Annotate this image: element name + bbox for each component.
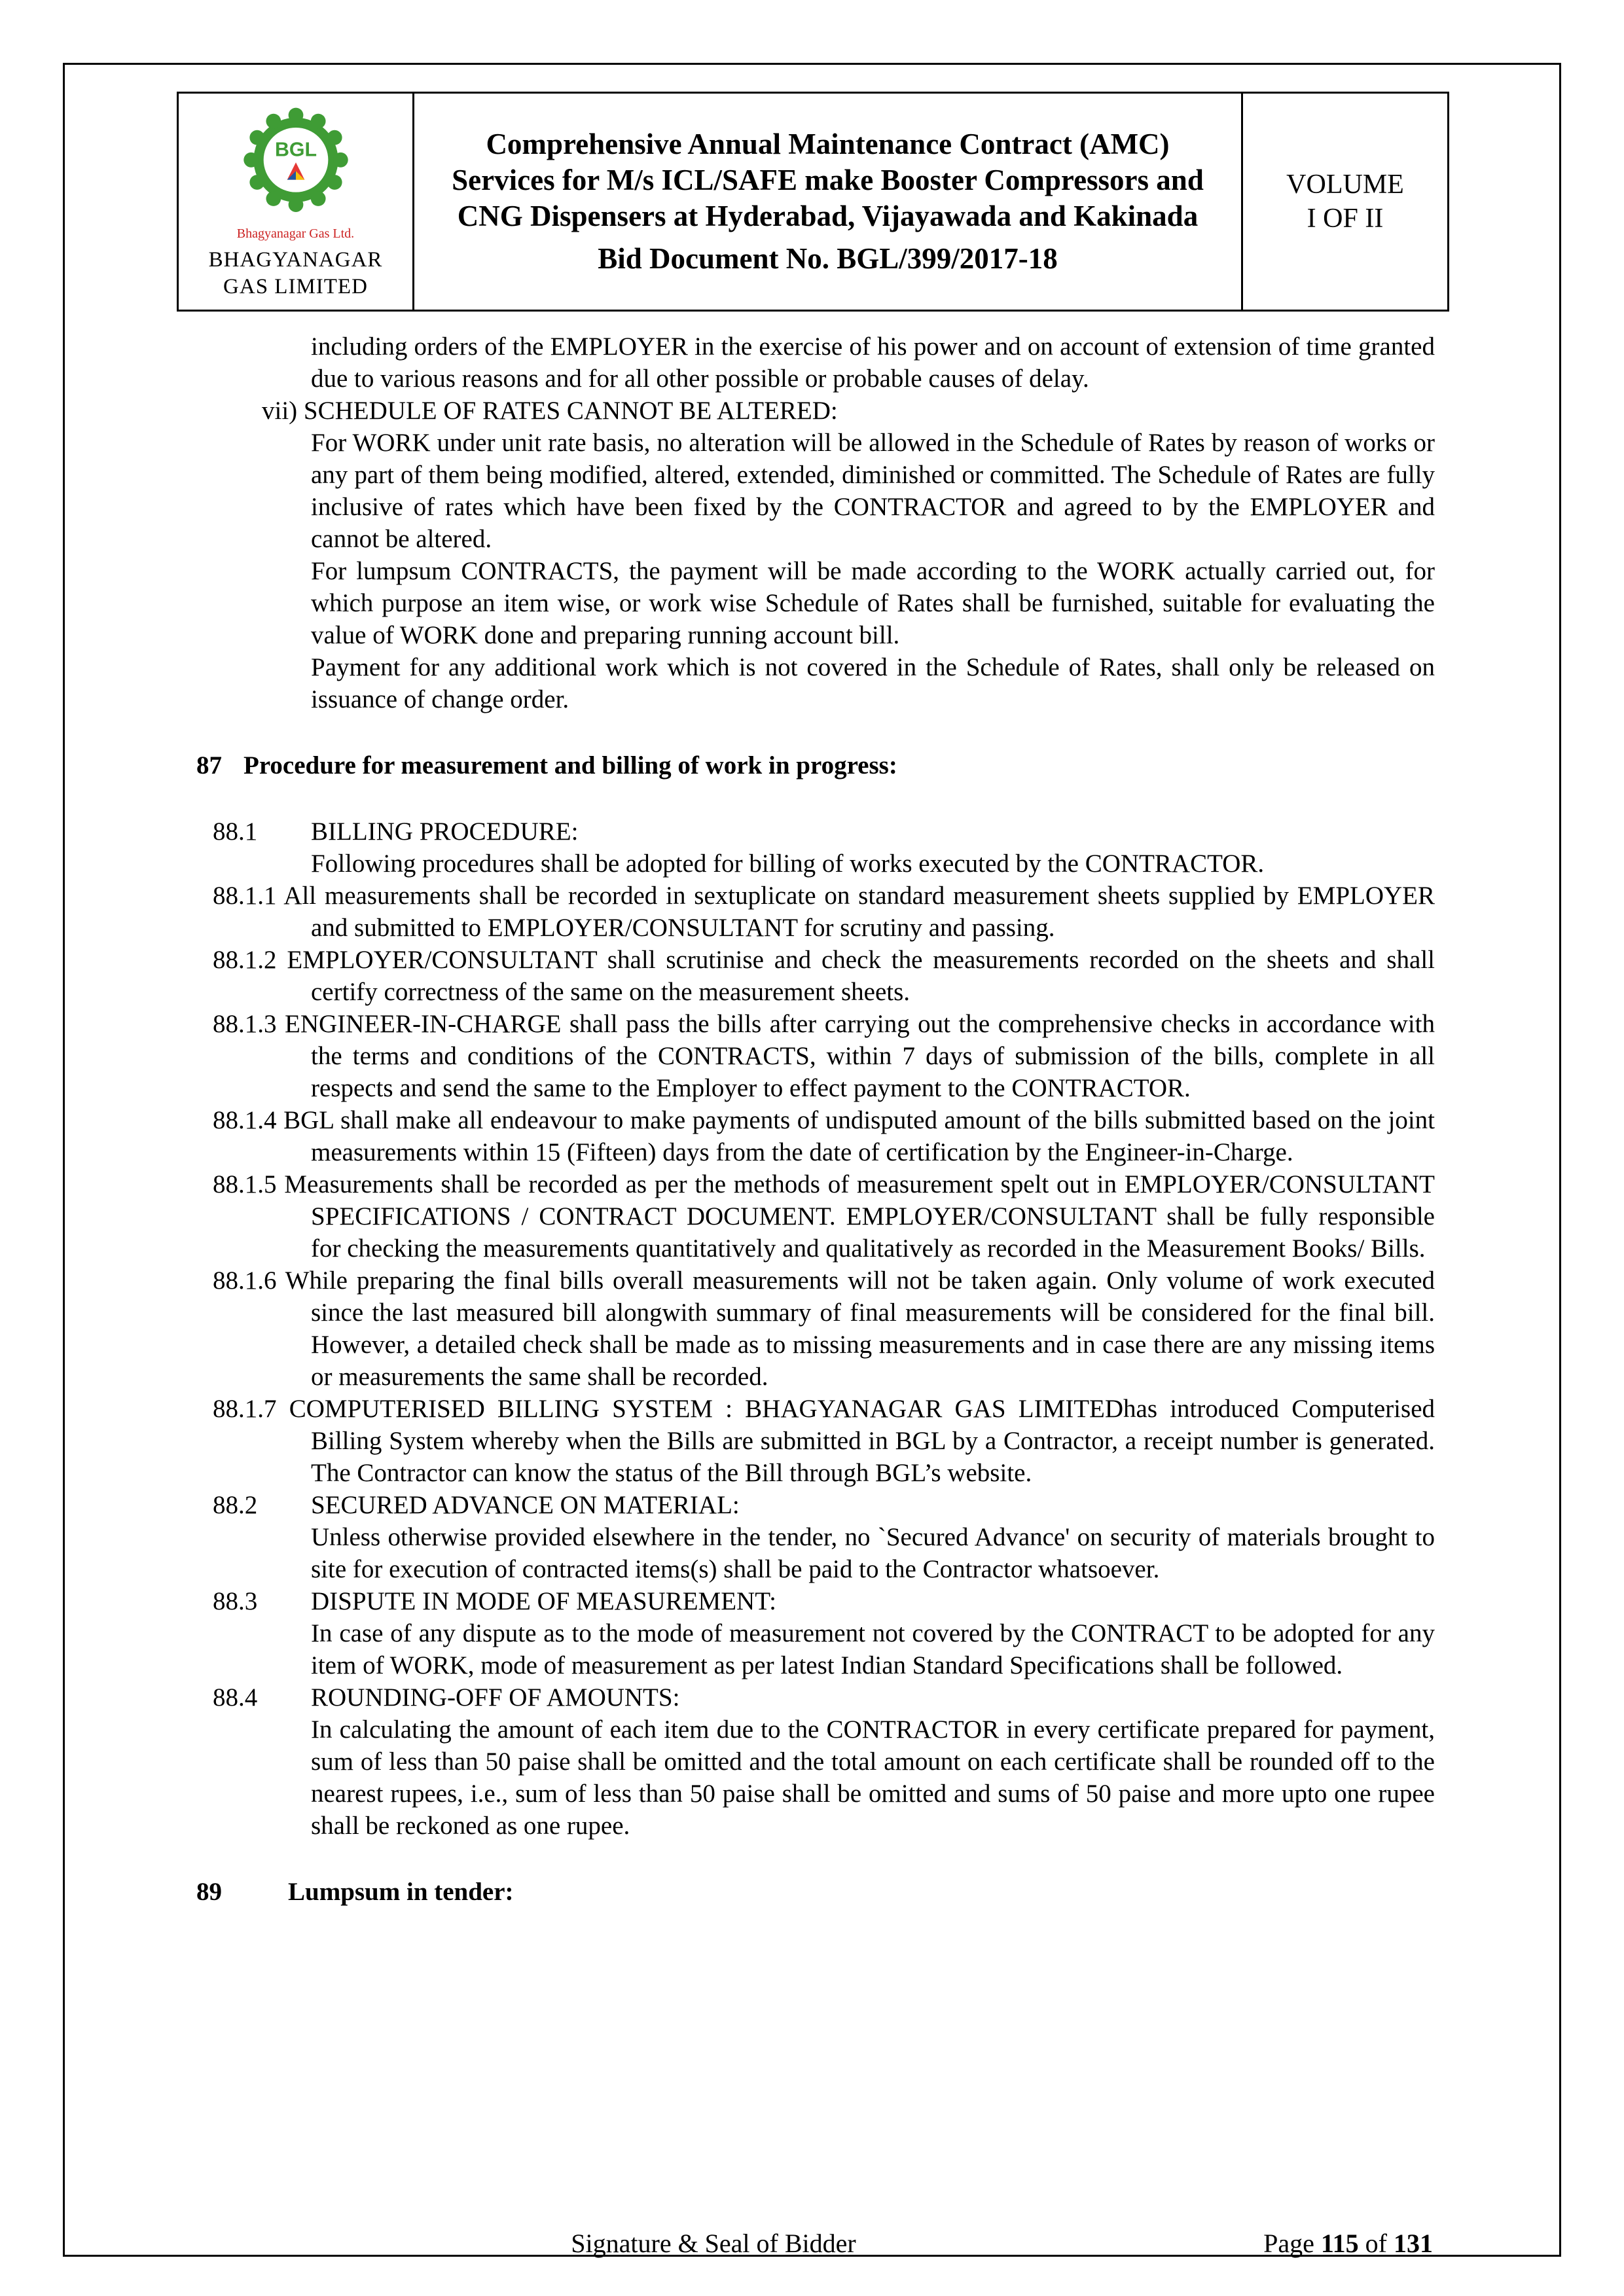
clause-vii-text: SCHEDULE OF RATES CANNOT BE ALTERED: (303, 397, 838, 425)
org-name (209, 247, 383, 300)
footer-page-number (1263, 2228, 1433, 2259)
clause-number: 88.1.3 (213, 1010, 277, 1038)
clause-text: EMPLOYER/CONSULTANT shall scrutinise and check the measurements recorded on the sheets and shall certify correctness of the same on the measurement sheets. (287, 946, 1435, 1006)
clause-88-2-number: 88.2 (213, 1491, 258, 1519)
clause-88-1-7 (196, 1393, 1435, 1489)
page-total: 131 (1394, 2229, 1433, 2258)
clause-88-3-head: DISPUTE IN MODE OF MEASUREMENT: (311, 1587, 776, 1615)
clause-number: 88.1.1 (213, 882, 277, 910)
clause-number: 88.1.2 (213, 946, 277, 974)
clause-88-3-text: In case of any dispute as to the mode of measurement not covered by the CONTRACT to be adopted for any item of WORK, mode of measurement as per latest Indian Standard Specifications shall be followed. (311, 1619, 1435, 1679)
clause-88-1-6 (196, 1265, 1435, 1393)
clause-88-1-5 (196, 1168, 1435, 1265)
clause-text: Measurements shall be recorded as per the methods of measurement spelt out in EMPLOYER/CONSULTANT SPECIFICATIONS / CONTRACT DOCUMENT. EMPLOYER/CONSULTANT shall be fully responsible for checking the measurements quantitatively and qualitatively as recorded in the Measurement Books/ Bills. (284, 1170, 1435, 1263)
clause-text: While preparing the final bills overall measurements will not be taken again. Only volume of work executed since the last measured bill alongwith summary of final measurements will be considered for the final bill. However, a detailed check shall be made as to missing measurements and in case there are any missing items or measurements the same shall be recorded. (285, 1266, 1435, 1391)
paragraph-unit-rate: For WORK under unit rate basis, no alteration will be allowed in the Schedule of Rates by reason of works or any part of them being modified, altered, extended, diminished or committed. The Schedule of Rates are fully inclusive of rates which have been fixed by the CONTRACTOR and agreed to by the EMPLOYER and cannot be altered. (311, 429, 1435, 553)
org-name-line2: GAS LIMITED (223, 275, 368, 298)
paragraph-lumpsum: For lumpsum CONTRACTS, the payment will be made according to the WORK actually carried out, for which purpose an item wise, or work wise Schedule of Rates shall be furnished, suitable for evaluating the value of WORK done and preparing running account bill. (311, 557, 1435, 649)
clause-number: 88.1.5 (213, 1170, 277, 1198)
clause-88-3-number: 88.3 (213, 1587, 258, 1615)
clause-88-4-number: 88.4 (213, 1683, 258, 1712)
clause-text: BGL shall make all endeavour to make payments of undisputed amount of the bills submitted based on the joint measurements within 15 (Fifteen) days from the date of certification by the Engineer-in-Charge. (283, 1106, 1435, 1166)
section-89-number: 89 (196, 1878, 222, 1906)
clause-88-4-heading (196, 1681, 1435, 1713)
document-number: Bid Document No. BGL/399/2017-18 (598, 242, 1058, 275)
clause-text: ENGINEER-IN-CHARGE shall pass the bills after carrying out the comprehensive checks in accordance with the terms and conditions of the CONTRACTS, within 7 days of submission of the bills, complete in all respects and send the same to the Employer to effect payment to the CONTRACTOR. (285, 1010, 1435, 1102)
clause-text: COMPUTERISED BILLING SYSTEM : BHAGYANAGAR GAS LIMITEDhas introduced Computerised Billing System whereby when the Bills are submitted in BGL by a Contractor, a receipt number is generated. The Contractor can know the status of the Bill through BGL’s website. (289, 1395, 1435, 1487)
clause-number: 88.1.7 (213, 1395, 277, 1423)
page-label: Page (1263, 2229, 1314, 2258)
org-name-line1: BHAGYANAGAR (208, 248, 383, 272)
logo-caption: Bhagyanagar Gas Ltd. (236, 226, 355, 241)
clause-88-2-heading (196, 1489, 1435, 1521)
clause-88-1-3 (196, 1008, 1435, 1104)
clause-88-1-heading (196, 816, 1435, 848)
clause-88-4-text: In calculating the amount of each item due to the CONTRACTOR in every certificate prepared for payment, sum of less than 50 paise shall be omitted and the total amount on each certificate shall be rounded off to the nearest rupees, i.e., sum of less than 50 paise shall be omitted and sums of 50 paise and more upto one rupee shall be reckoned as one rupee. (311, 1715, 1435, 1840)
clause-88-1-head: BILLING PROCEDURE: (311, 817, 579, 846)
clause-vii (196, 395, 1435, 427)
footer-signature: Signature & Seal of Bidder (571, 2229, 856, 2258)
header-table (177, 92, 1449, 312)
document-body (196, 331, 1435, 1908)
section-89-title: Lumpsum in tender: (288, 1878, 514, 1906)
section-87-heading (196, 749, 1435, 781)
clause-vii-number: vii) (262, 397, 298, 425)
clause-number: 88.1.6 (213, 1266, 277, 1295)
clause-88-1-2 (196, 944, 1435, 1008)
logo-cell (179, 94, 414, 310)
section-87-number: 87 (196, 751, 222, 780)
clause-88-2-head: SECURED ADVANCE ON MATERIAL: (311, 1491, 740, 1519)
section-89-heading (196, 1876, 1435, 1908)
clause-88-1-4 (196, 1104, 1435, 1168)
document-title: Comprehensive Annual Maintenance Contract (AMC) Services for M/s ICL/SAFE make Booster Compressors and CNG Dispensers at Hyderabad, Vijayawada and Kakinada (452, 128, 1204, 232)
intro-paragraph: including orders of the EMPLOYER in the exercise of his power and on account of extension of time granted due to various reasons and for all other possible or probable causes of delay. (311, 332, 1435, 393)
page-current: 115 (1320, 2229, 1359, 2258)
title-cell (414, 94, 1243, 310)
clause-text: All measurements shall be recorded in sextuplicate on standard measurement sheets supplied by EMPLOYER and submitted to EMPLOYER/CONSULTANT for scrutiny and passing. (283, 882, 1435, 942)
svg-text:BGL: BGL (274, 139, 317, 161)
clause-number: 88.1.4 (213, 1106, 277, 1134)
clause-88-4-head: ROUNDING-OFF OF AMOUNTS: (311, 1683, 680, 1712)
page-of: of (1365, 2229, 1387, 2258)
clause-88-1-1 (196, 880, 1435, 944)
clause-88-3-heading (196, 1585, 1435, 1617)
paragraph-payment: Payment for any additional work which is not covered in the Schedule of Rates, shall only be released on issuance of change order. (311, 653, 1435, 713)
volume-label-line1: VOLUME (1286, 170, 1404, 200)
clause-88-1-text: Following procedures shall be adopted for billing of works executed by the CONTRACTOR. (311, 850, 1265, 878)
bgl-logo-icon (234, 103, 358, 224)
clause-88-1-number: 88.1 (213, 817, 258, 846)
volume-cell (1243, 94, 1447, 310)
clause-88-2-text: Unless otherwise provided elsewhere in the tender, no `Secured Advance' on security of materials brought to site for execution of contracted items(s) shall be paid to the Contractor whatsoever. (311, 1523, 1435, 1583)
section-87-title: Procedure for measurement and billing of work in progress: (244, 751, 897, 780)
volume-label-line2: I OF II (1307, 204, 1384, 234)
